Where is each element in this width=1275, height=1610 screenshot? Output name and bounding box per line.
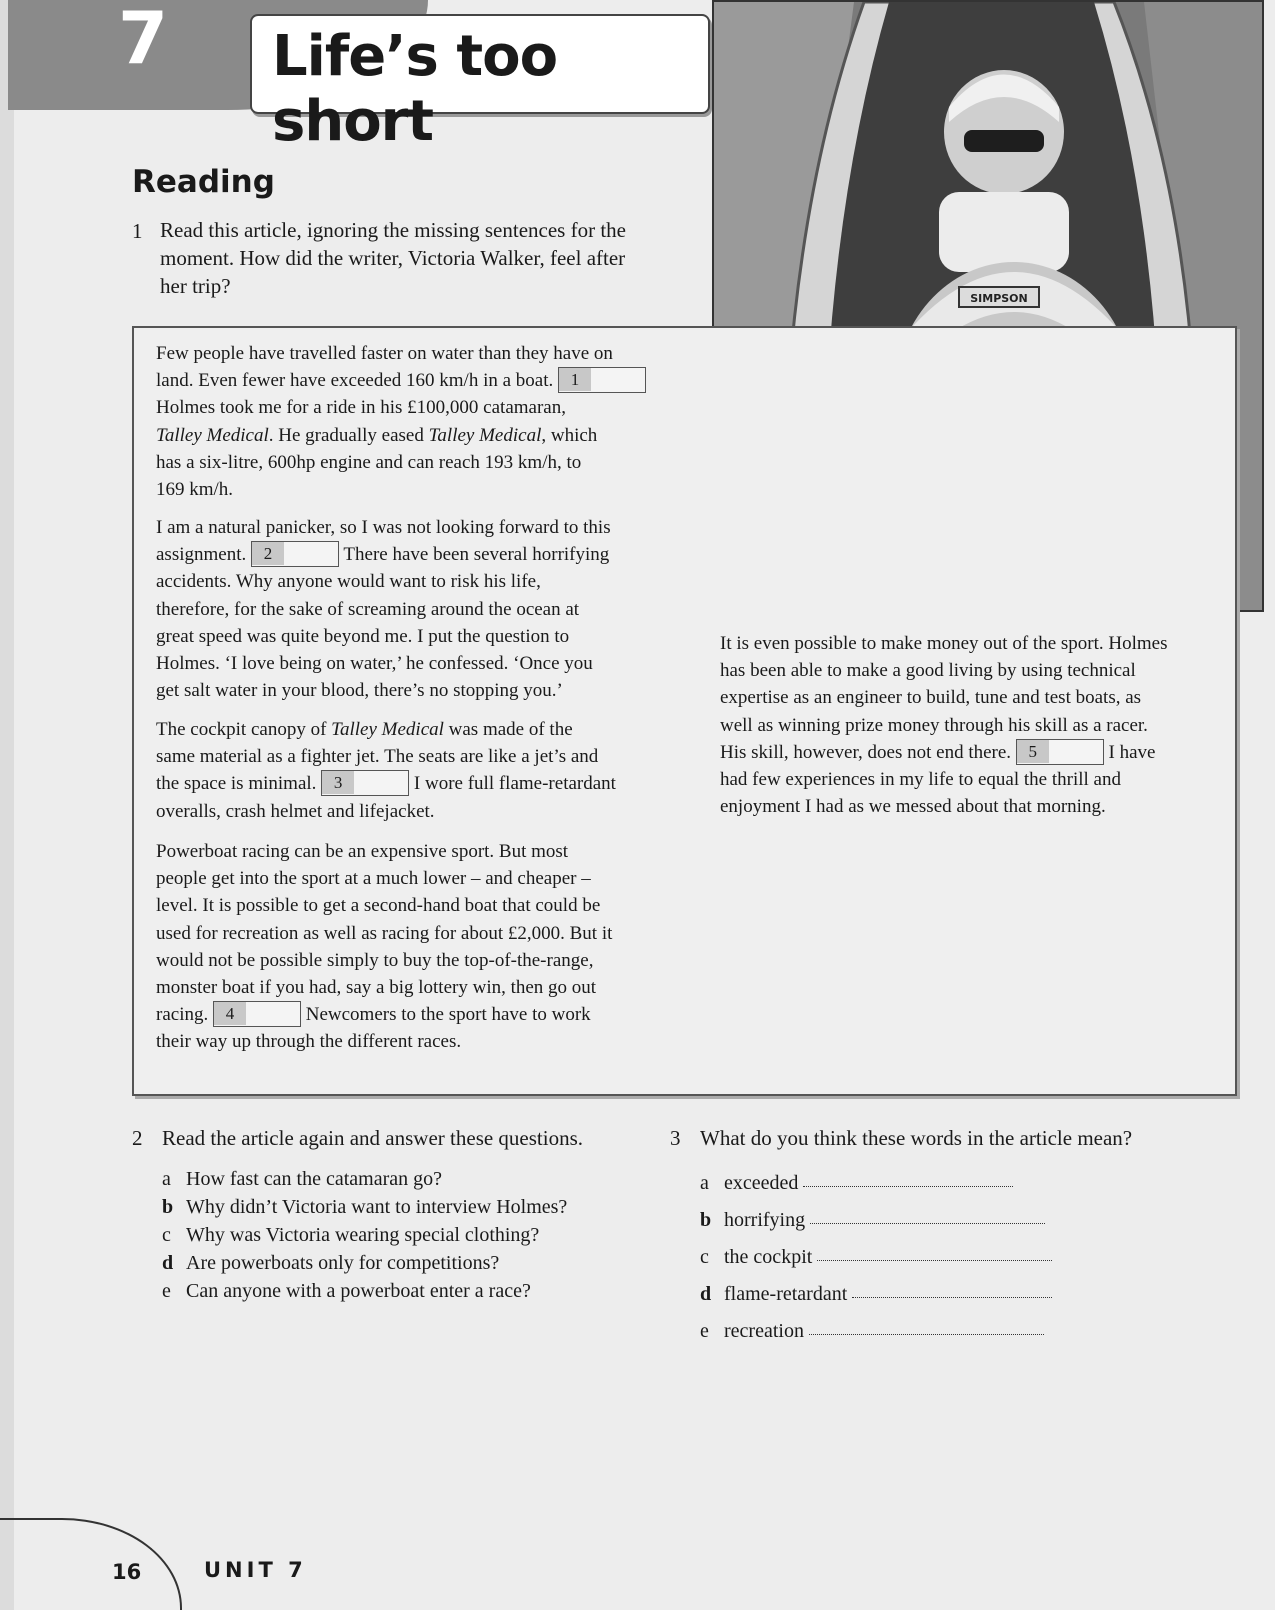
exercise-3-item <box>700 1283 1052 1306</box>
item-letter: e <box>162 1280 171 1302</box>
answer-line[interactable] <box>803 1186 1013 1187</box>
exercise-2-item <box>162 1224 539 1247</box>
exercise-1-line: Read this article, ignoring the missing sentences for the <box>160 218 626 242</box>
gap-number: 4 <box>214 1002 246 1025</box>
page-number: 16 <box>112 1560 142 1584</box>
text-line: has been able to make a good living by using technical <box>720 660 1136 682</box>
text-line <box>156 770 696 797</box>
exercise-3-item <box>700 1246 1052 1269</box>
title-box <box>250 14 710 154</box>
text-line: enjoyment I had as we messed about that morning. <box>720 796 1106 818</box>
article-paragraph-4 <box>156 838 696 1056</box>
text-span: assignment. <box>156 544 247 566</box>
exercise-2-instruction: Read the article again and answer these questions. <box>162 1126 584 1150</box>
helmet-logo: SIMPSON <box>970 292 1028 305</box>
item-text: recreation <box>724 1320 804 1342</box>
text-line: would not be possible simply to buy the top-of-the-range, <box>156 949 594 971</box>
item-letter: a <box>162 1168 171 1190</box>
text-line: monster boat if you had, say a big lottery win, then go out <box>156 977 597 999</box>
text-line <box>156 422 696 449</box>
item-letter: b <box>700 1209 712 1231</box>
text-span: There have been several horrifying <box>343 544 610 566</box>
exercise-2-item <box>162 1196 567 1219</box>
article-paragraph-1 <box>156 340 696 503</box>
item-text: Why was Victoria wearing special clothing? <box>186 1224 540 1246</box>
item-text: exceeded <box>724 1172 799 1194</box>
text-line: well as winning prize money through his skill as a racer. <box>720 714 1148 736</box>
item-letter: c <box>700 1246 709 1268</box>
page-title: Life’s too short <box>272 24 558 154</box>
text-span: , which <box>541 424 598 446</box>
text-line: expertise as an engineer to build, tune and test boats, as <box>720 687 1142 709</box>
text-line <box>156 1001 696 1028</box>
item-letter: c <box>162 1224 171 1246</box>
text-span: The cockpit canopy of <box>156 719 332 740</box>
exercise-3-number: 3 <box>670 1126 681 1150</box>
text-line: used for recreation as well as racing for about £2,000. But it <box>156 922 613 944</box>
text-span: I wore full flame-retardant <box>413 773 616 795</box>
unit-word: UNIT <box>204 1558 277 1582</box>
unit-number: 7 <box>118 0 169 80</box>
boat-name: Talley Medical <box>156 424 269 446</box>
text-line: get salt water in your blood, there’s no stopping you.’ <box>156 680 563 702</box>
text-span: was made of the <box>443 719 573 740</box>
exercise-2-number: 2 <box>132 1126 143 1150</box>
exercise-1-line: her trip? <box>160 274 231 298</box>
item-letter: a <box>700 1172 709 1194</box>
text-line: Holmes. ‘I love being on water,’ he confessed. ‘Once you <box>156 653 593 675</box>
exercise-1-line: moment. How did the writer, Victoria Walker, feel after <box>160 246 626 270</box>
article-paragraph-2 <box>156 514 696 704</box>
gap-number: 2 <box>252 542 284 565</box>
text-line: had few experiences in my life to equal the thrill and <box>720 769 1121 791</box>
text-line: has a six-litre, 600hp engine and can reach 193 km/h, to <box>156 451 582 473</box>
text-span: His skill, however, does not end there. <box>720 741 1012 763</box>
exercise-3-item <box>700 1172 1013 1195</box>
gap-box-4[interactable] <box>213 1001 301 1027</box>
item-text: Can anyone with a powerboat enter a race? <box>186 1280 531 1302</box>
text-line <box>720 739 1230 766</box>
text-line <box>156 716 696 743</box>
text-line: their way up through the different races. <box>156 1031 462 1053</box>
text-line <box>156 367 696 394</box>
page-binding-edge <box>0 0 14 1610</box>
item-letter: d <box>162 1252 174 1274</box>
exercise-1-number: 1 <box>132 219 143 243</box>
item-text: Are powerboats only for competitions? <box>186 1252 500 1274</box>
boat-name: Talley Medical <box>331 719 444 740</box>
text-span: the space is minimal. <box>156 773 317 795</box>
footer-unit-number: 7 <box>288 1558 307 1582</box>
exercise-2-item <box>162 1168 442 1191</box>
item-letter: e <box>700 1320 709 1342</box>
text-line: accidents. Why anyone would want to risk his life, <box>156 571 541 593</box>
answer-line[interactable] <box>809 1334 1044 1335</box>
boat-name: Talley Medical <box>428 424 542 446</box>
text-line: same material as a fighter jet. The seats are like a jet’s and <box>156 746 599 768</box>
text-line: 169 km/h. <box>156 479 234 501</box>
item-text: How fast can the catamaran go? <box>186 1168 442 1190</box>
text-line: I am a natural panicker, so I was not looking forward to this <box>156 517 611 538</box>
gap-box-2[interactable] <box>251 541 339 567</box>
item-text: horrifying <box>724 1209 806 1231</box>
text-span: . He gradually eased <box>268 424 429 446</box>
text-line: people get into the sport at a much lower – and cheaper – <box>156 868 591 890</box>
footer-arc <box>0 1518 182 1610</box>
text-line: It is even possible to make money out of the sport. Holmes <box>720 633 1168 654</box>
item-text: Why didn’t Victoria want to interview Holmes? <box>186 1196 568 1218</box>
exercise-3-item <box>700 1320 1044 1343</box>
gap-box-5[interactable] <box>1016 739 1104 765</box>
gap-number: 5 <box>1017 740 1049 763</box>
exercise-3-instruction: What do you think these words in the article mean? <box>700 1126 1133 1150</box>
text-line: overalls, crash helmet and lifejacket. <box>156 800 435 822</box>
item-letter: b <box>162 1196 174 1218</box>
text-span: racing. <box>156 1004 209 1026</box>
article-paragraph-5 <box>720 630 1230 820</box>
footer-unit-label <box>204 1558 307 1582</box>
exercise-2-item <box>162 1280 531 1303</box>
article-box <box>132 326 1237 1096</box>
answer-line[interactable] <box>810 1223 1045 1224</box>
exercise-3-item <box>700 1209 1045 1232</box>
item-letter: d <box>700 1283 712 1305</box>
gap-number: 3 <box>322 771 354 794</box>
text-span: I have <box>1108 741 1156 763</box>
text-span: land. Even fewer have exceeded 160 km/h in a boat. <box>156 370 554 392</box>
text-line: Holmes took me for a ride in his £100,000 catamaran, <box>156 397 566 419</box>
answer-line[interactable] <box>852 1297 1052 1298</box>
text-line: Powerboat racing can be an expensive sport. But most <box>156 841 569 862</box>
gap-box-3[interactable] <box>321 770 409 796</box>
exercise-1-instruction <box>160 216 626 300</box>
gap-box-1[interactable] <box>558 367 646 393</box>
section-heading: Reading <box>132 164 275 200</box>
text-line: therefore, for the sake of screaming around the ocean at <box>156 598 580 620</box>
item-text: flame-retardant <box>724 1283 848 1305</box>
exercise-2-item <box>162 1252 499 1275</box>
text-line: level. It is possible to get a second-hand boat that could be <box>156 895 601 917</box>
text-line <box>156 541 696 568</box>
text-line: great speed was quite beyond me. I put the question to <box>156 625 570 647</box>
article-paragraph-3 <box>156 716 696 825</box>
text-span: Newcomers to the sport have to work <box>305 1004 591 1026</box>
item-text: the cockpit <box>724 1246 813 1268</box>
answer-line[interactable] <box>817 1260 1052 1261</box>
text-line: Few people have travelled faster on water than they have on <box>156 343 613 364</box>
gap-number: 1 <box>559 368 591 391</box>
